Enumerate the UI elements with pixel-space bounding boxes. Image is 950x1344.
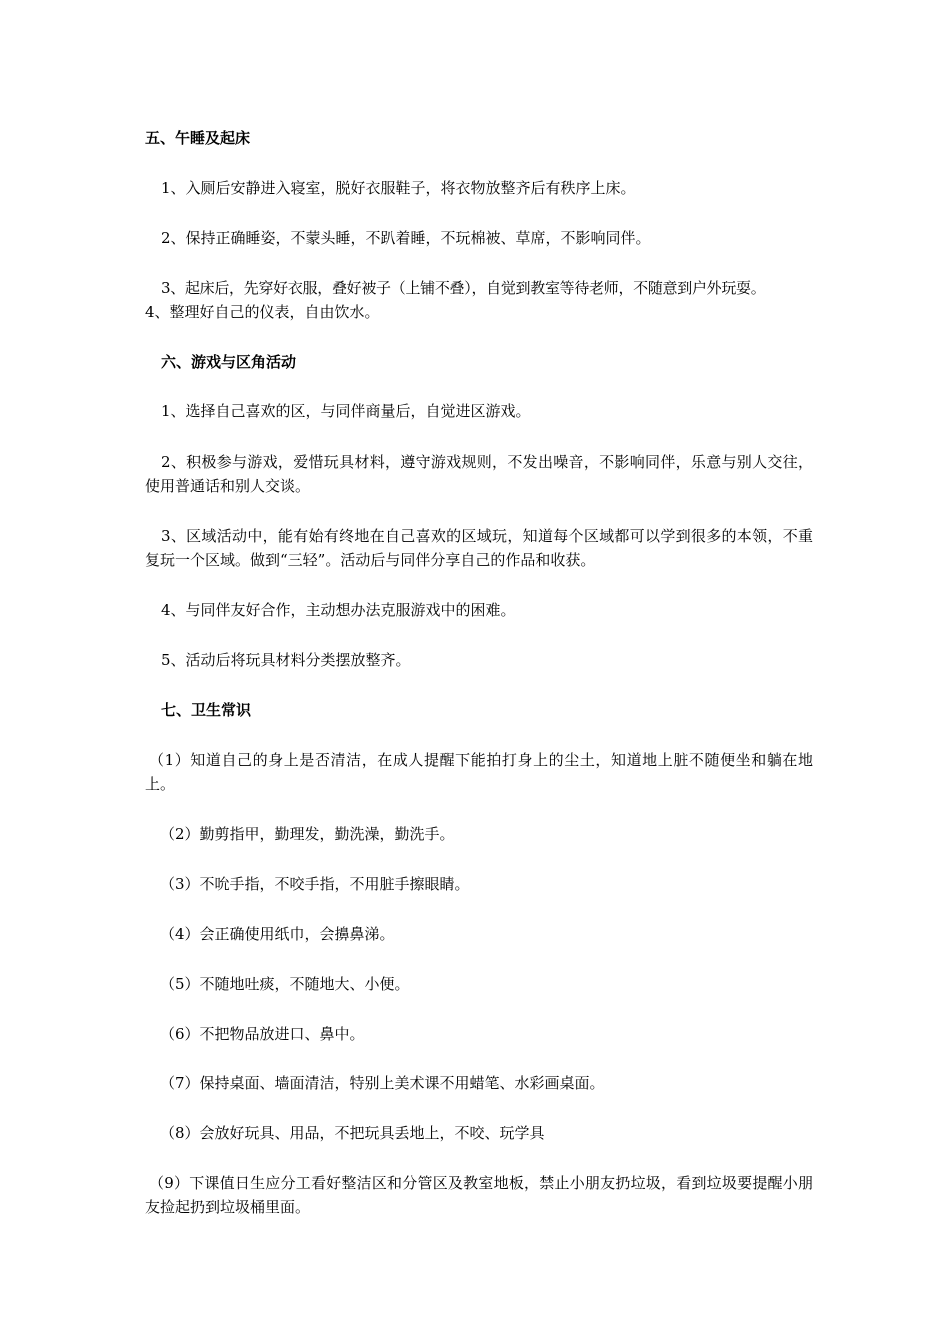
list-item: 4、整理好自己的仪表，自由饮水。: [145, 303, 380, 321]
list-item: （7）保持桌面、墙面清洁，特别上美术课不用蜡笔、水彩画桌面。: [160, 1074, 605, 1092]
list-item: （1）知道自己的身上是否清洁，在成人提醒下能拍打身上的尘土，知道地上脏不随便坐和躺在地上。: [145, 751, 813, 793]
list-item: 1、入厕后安静进入寝室，脱好衣服鞋子，将衣物放整齐后有秩序上床。: [161, 179, 636, 197]
list-item: （9）下课值日生应分工看好整洁区和分管区及教室地板，禁止小朋友扔垃圾，看到垃圾要提醒小朋友捡起扔到垃圾桶里面。: [145, 1174, 813, 1216]
section-heading: 六、游戏与区角活动: [161, 353, 297, 371]
section-heading: 五、午睡及起床: [145, 129, 251, 147]
list-item: （8）会放好玩具、用品，不把玩具丢地上，不咬、玩学具: [160, 1124, 545, 1142]
list-item: 2、积极参与游戏，爱惜玩具材料，遵守游戏规则，不发出噪音，不影响同伴，乐意与别人交往，使用普通话和别人交谈。: [145, 453, 813, 495]
list-item: 1、选择自己喜欢的区，与同伴商量后，自觉进区游戏。: [161, 402, 531, 420]
list-item: （3）不吮手指，不咬手指，不用脏手擦眼睛。: [160, 875, 470, 893]
list-item: （4）会正确使用纸巾，会擤鼻涕。: [160, 925, 395, 943]
list-item: 3、区域活动中，能有始有终地在自己喜欢的区域玩，知道每个区域都可以学到很多的本领，不重复玩一个区域。做到“三轻”。活动后与同伴分享自己的作品和收获。: [145, 527, 813, 569]
list-item: 2、保持正确睡姿，不蒙头睡，不趴着睡，不玩棉被、草席，不影响同伴。: [161, 229, 651, 247]
list-item: 5、活动后将玩具材料分类摆放整齐。: [161, 651, 411, 669]
list-item: （2）勤剪指甲，勤理发，勤洗澡，勤洗手。: [160, 825, 455, 843]
list-item: （5）不随地吐痰，不随地大、小便。: [160, 975, 410, 993]
list-item: 3、起床后，先穿好衣服，叠好被子（上铺不叠），自觉到教室等待老师，不随意到户外玩耍。: [161, 279, 766, 297]
list-item: （6）不把物品放进口、鼻中。: [160, 1025, 365, 1043]
section-heading: 七、卫生常识: [161, 701, 252, 719]
list-item: 4、与同伴友好合作，主动想办法克服游戏中的困难。: [161, 601, 516, 619]
